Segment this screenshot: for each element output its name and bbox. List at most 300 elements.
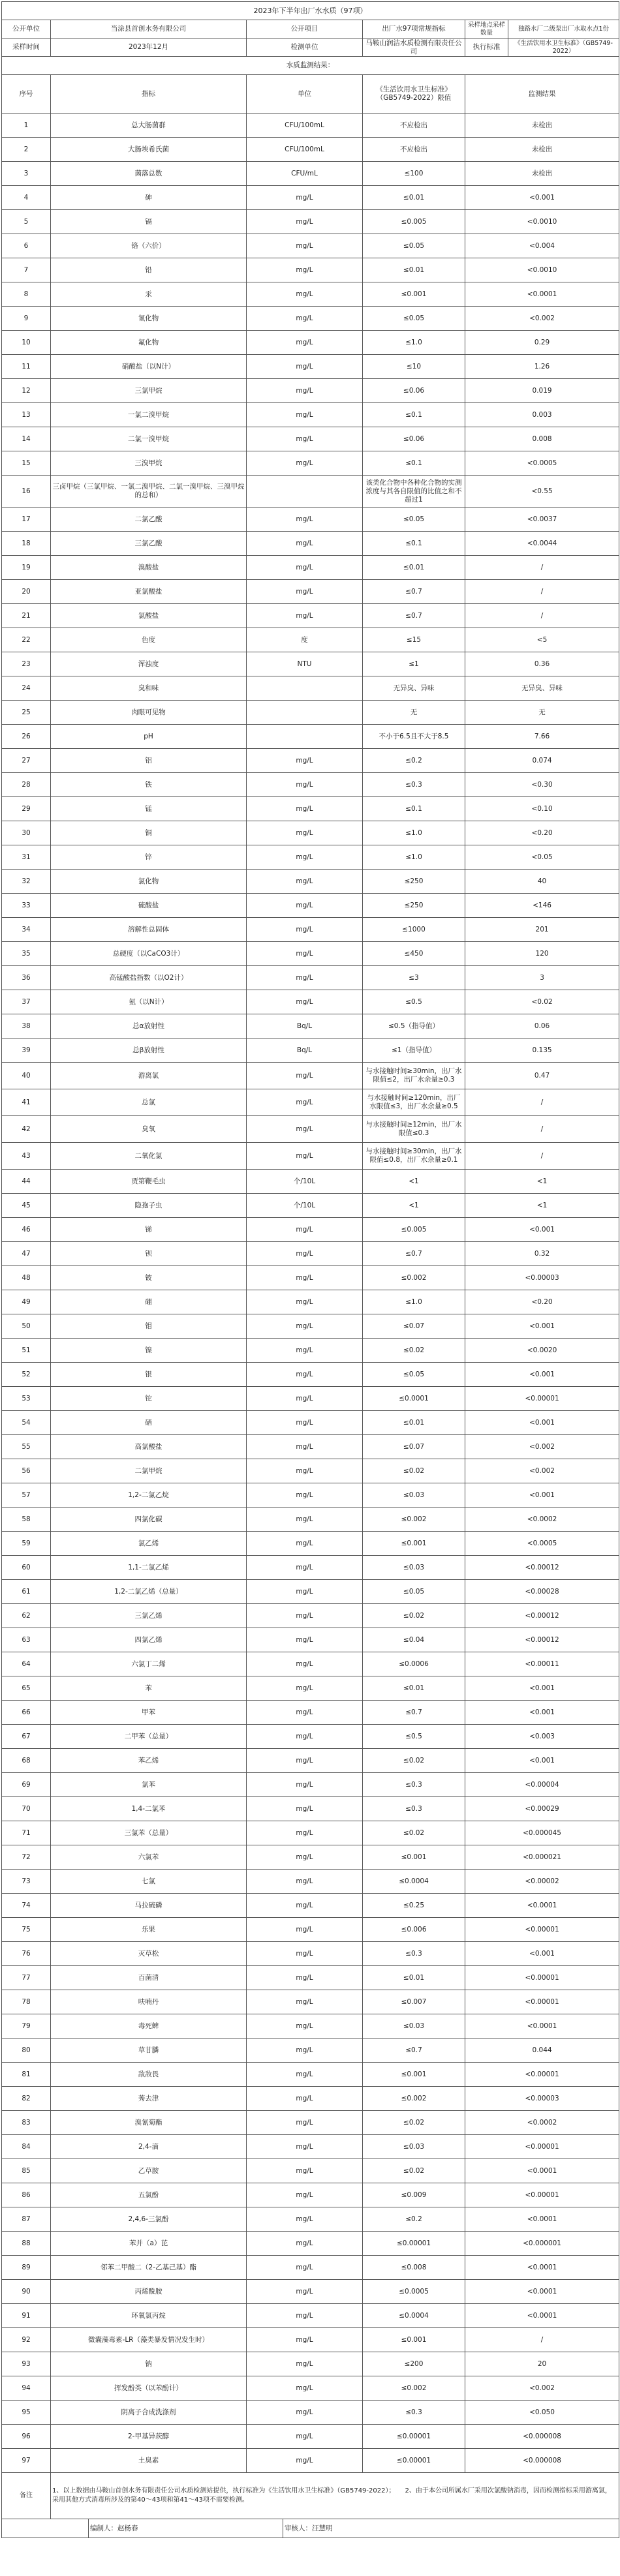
row-result: 0.003 <box>465 403 619 427</box>
row-result: <0.0044 <box>465 532 619 556</box>
row-result: 0.29 <box>465 331 619 355</box>
row-no: 33 <box>2 894 51 918</box>
row-limit: ≤0.5 <box>363 990 465 1014</box>
row-result: <0.0002 <box>465 2111 619 2135</box>
table-row <box>2 2038 619 2063</box>
signoff-reviewer <box>283 2519 619 2538</box>
row-result: <0.00001 <box>465 1387 619 1411</box>
unit-value: 当涂县首创水务有限公司 <box>51 20 247 38</box>
row-item: 三氯乙烯 <box>51 1604 247 1628</box>
row-no: 64 <box>2 1652 51 1676</box>
row-no: 14 <box>2 427 51 451</box>
row-item: 硒 <box>51 1411 247 1435</box>
time-label: 采样时间 <box>2 38 51 57</box>
row-limit: ≤0.7 <box>363 1701 465 1725</box>
row-unit: mg/L <box>247 1918 363 1942</box>
row-no: 58 <box>2 1508 51 1532</box>
row-item: 臭氧 <box>51 1116 247 1143</box>
row-limit: ≤0.01 <box>363 186 465 210</box>
table-row <box>2 1170 619 1194</box>
row-item: 环氧氯丙烷 <box>51 2304 247 2328</box>
row-unit: mg/L <box>247 2280 363 2304</box>
row-result: <0.000021 <box>465 1845 619 1870</box>
row-no: 90 <box>2 2280 51 2304</box>
row-no: 9 <box>2 307 51 331</box>
row-result: <0.001 <box>465 186 619 210</box>
row-unit: CFU/100mL <box>247 114 363 138</box>
table-row <box>2 2449 619 2473</box>
row-result: 20 <box>465 2352 619 2376</box>
table-row <box>2 1116 619 1143</box>
row-result: <0.20 <box>465 1290 619 1314</box>
row-limit: ≤0.5（指导值） <box>363 1014 465 1038</box>
row-unit: mg/L <box>247 2232 363 2256</box>
row-result: <0.050 <box>465 2401 619 2425</box>
row-unit: mg/L <box>247 1701 363 1725</box>
table-row <box>2 258 619 282</box>
row-result: 0.06 <box>465 1014 619 1038</box>
table-row <box>2 331 619 355</box>
table-row <box>2 1411 619 1435</box>
row-unit: mg/L <box>247 1990 363 2014</box>
table-row <box>2 138 619 162</box>
results-body <box>2 114 619 2473</box>
row-item: 锑 <box>51 1218 247 1242</box>
table-row <box>2 1143 619 1170</box>
row-item: 铜 <box>51 821 247 845</box>
table-row <box>2 234 619 258</box>
row-result: <0.00001 <box>465 2135 619 2159</box>
row-item: 氯酸盐 <box>51 604 247 628</box>
row-unit: mg/L <box>247 1725 363 1749</box>
row-item: 苯 <box>51 1676 247 1701</box>
row-item: 镉 <box>51 210 247 234</box>
row-result: <0.30 <box>465 773 619 797</box>
table-row <box>2 210 619 234</box>
row-unit: mg/L <box>247 1652 363 1676</box>
row-unit: mg/L <box>247 1845 363 1870</box>
row-unit: mg/L <box>247 2401 363 2425</box>
row-item: 铝 <box>51 749 247 773</box>
remarks-label: 备注 <box>2 2473 51 2519</box>
row-item: 氯化物 <box>51 870 247 894</box>
row-unit: mg/L <box>247 1143 363 1170</box>
signoff-spacer <box>2 2519 89 2538</box>
row-limit: ≤0.02 <box>363 2111 465 2135</box>
row-no: 87 <box>2 2207 51 2232</box>
row-item: 微囊藻毒素-LR（藻类暴发情况发生时） <box>51 2328 247 2352</box>
row-item: 二氧化氯 <box>51 1143 247 1170</box>
row-no: 51 <box>2 1339 51 1363</box>
table-row <box>2 2135 619 2159</box>
row-no: 61 <box>2 1580 51 1604</box>
table-row <box>2 307 619 331</box>
row-result: <0.00028 <box>465 1580 619 1604</box>
row-result: <0.00012 <box>465 1604 619 1628</box>
row-limit: ≤0.007 <box>363 1990 465 2014</box>
row-limit: <1 <box>363 1194 465 1218</box>
row-no: 95 <box>2 2401 51 2425</box>
row-no: 39 <box>2 1038 51 1063</box>
row-unit: mg/L <box>247 1821 363 1845</box>
row-unit: mg/L <box>247 2425 363 2449</box>
row-limit: ≤250 <box>363 870 465 894</box>
results-subheader: 水质监测结果： <box>2 57 619 75</box>
row-limit: ≤0.0004 <box>363 1870 465 1894</box>
row-limit: ≤0.001 <box>363 1845 465 1870</box>
row-item: 二氯乙酸 <box>51 508 247 532</box>
std-value: 《生活饮用水卫生标准》（GB5749-2022） <box>508 38 619 57</box>
row-unit <box>247 725 363 749</box>
row-limit: ≤0.1 <box>363 451 465 476</box>
row-no: 54 <box>2 1411 51 1435</box>
row-result: <0.0001 <box>465 282 619 307</box>
row-no: 91 <box>2 2304 51 2328</box>
row-limit: ≤0.02 <box>363 2159 465 2183</box>
row-no: 34 <box>2 918 51 942</box>
row-limit: ≤0.01 <box>363 1411 465 1435</box>
row-result: / <box>465 580 619 604</box>
row-result: <0.001 <box>465 1218 619 1242</box>
row-item: 苯并（a）芘 <box>51 2232 247 2256</box>
row-result: <0.00001 <box>465 2183 619 2207</box>
row-no: 36 <box>2 966 51 990</box>
water-quality-report <box>1 1 619 2538</box>
row-limit: ≤0.07 <box>363 1435 465 1459</box>
row-no: 72 <box>2 1845 51 1870</box>
row-unit: mg/L <box>247 379 363 403</box>
row-result: <0.10 <box>465 797 619 821</box>
row-no: 7 <box>2 258 51 282</box>
row-unit: mg/L <box>247 1363 363 1387</box>
table-row <box>2 532 619 556</box>
row-no: 28 <box>2 773 51 797</box>
row-result: <146 <box>465 894 619 918</box>
table-row <box>2 1194 619 1218</box>
row-unit: mg/L <box>247 1218 363 1242</box>
row-limit: ≤0.009 <box>363 2183 465 2207</box>
row-limit: 该类化合物中各种化合物的实测浓度与其各自限值的比值之和不超过1 <box>363 476 465 508</box>
row-no: 57 <box>2 1483 51 1508</box>
row-item: 挥发酚类（以苯酚计） <box>51 2376 247 2401</box>
row-limit: ≤0.01 <box>363 556 465 580</box>
row-result: <0.002 <box>465 1435 619 1459</box>
row-result: 40 <box>465 870 619 894</box>
row-result: 7.66 <box>465 725 619 749</box>
row-limit: ≤15 <box>363 628 465 652</box>
row-item: 钠 <box>51 2352 247 2376</box>
row-item: 草甘膦 <box>51 2038 247 2063</box>
row-limit: ≤0.3 <box>363 773 465 797</box>
sample-value: 独路水厂二级泵出厂水取水点1份 <box>508 20 619 38</box>
row-no: 42 <box>2 1116 51 1143</box>
row-no: 84 <box>2 2135 51 2159</box>
row-item: 1,2-二氯乙烯（总量） <box>51 1580 247 1604</box>
row-result: <0.000001 <box>465 2232 619 2256</box>
row-limit: ≤0.7 <box>363 1242 465 1266</box>
row-unit: mg/L <box>247 1387 363 1411</box>
row-item: 氟化物 <box>51 331 247 355</box>
row-no: 4 <box>2 186 51 210</box>
row-item: 四氯化碳 <box>51 1508 247 1532</box>
row-result: <0.00012 <box>465 1628 619 1652</box>
table-row <box>2 379 619 403</box>
row-limit: ≤1.0 <box>363 1290 465 1314</box>
row-unit: mg/L <box>247 2063 363 2087</box>
row-item: 铬（六价） <box>51 234 247 258</box>
row-item: 钼 <box>51 1314 247 1339</box>
row-no: 60 <box>2 1556 51 1580</box>
project-label: 公开项目 <box>247 20 363 38</box>
row-limit: ≤0.05 <box>363 307 465 331</box>
row-unit: mg/L <box>247 1797 363 1821</box>
row-no: 94 <box>2 2376 51 2401</box>
row-limit: ≤1.0 <box>363 845 465 870</box>
row-no: 77 <box>2 1966 51 1990</box>
col-result: 监测结果 <box>465 75 619 114</box>
row-no: 47 <box>2 1242 51 1266</box>
row-item: 硫酸盐 <box>51 894 247 918</box>
row-item: 镍 <box>51 1339 247 1363</box>
row-item: pH <box>51 725 247 749</box>
table-row <box>2 1942 619 1966</box>
row-unit <box>247 476 363 508</box>
row-unit: mg/L <box>247 1063 363 1089</box>
row-item: 总α放射性 <box>51 1014 247 1038</box>
row-no: 46 <box>2 1218 51 1242</box>
row-no: 24 <box>2 676 51 701</box>
row-unit: mg/L <box>247 821 363 845</box>
report-table <box>1 1 619 2538</box>
row-unit: mg/L <box>247 258 363 282</box>
table-row <box>2 1483 619 1508</box>
row-no: 10 <box>2 331 51 355</box>
row-item: 亚氯酸盐 <box>51 580 247 604</box>
row-no: 89 <box>2 2256 51 2280</box>
row-no: 81 <box>2 2063 51 2087</box>
row-item: 菌落总数 <box>51 162 247 186</box>
row-no: 44 <box>2 1170 51 1194</box>
row-no: 70 <box>2 1797 51 1821</box>
row-no: 62 <box>2 1604 51 1628</box>
row-unit: NTU <box>247 652 363 676</box>
row-result: <0.0020 <box>465 1339 619 1363</box>
row-item: 呋喃丹 <box>51 1990 247 2014</box>
row-no: 5 <box>2 210 51 234</box>
row-limit: ≤0.1 <box>363 532 465 556</box>
row-item: 银 <box>51 1363 247 1387</box>
row-no: 32 <box>2 870 51 894</box>
table-row <box>2 2304 619 2328</box>
row-unit: mg/L <box>247 1894 363 1918</box>
row-limit: ≤0.03 <box>363 1556 465 1580</box>
row-limit: ≤0.3 <box>363 1797 465 1821</box>
row-result: <0.003 <box>465 1725 619 1749</box>
row-limit: ≤1（指导值） <box>363 1038 465 1063</box>
row-unit: mg/L <box>247 2256 363 2280</box>
row-unit: mg/L <box>247 2014 363 2038</box>
row-result: <0.00003 <box>465 1266 619 1290</box>
row-result: <0.004 <box>465 234 619 258</box>
row-item: 肉眼可见物 <box>51 701 247 725</box>
sample-label: 采样地点采样数量 <box>465 20 508 38</box>
table-row <box>2 556 619 580</box>
table-row <box>2 1266 619 1290</box>
table-row <box>2 1990 619 2014</box>
row-no: 45 <box>2 1194 51 1218</box>
row-item: 三溴甲烷 <box>51 451 247 476</box>
row-item: 土臭素 <box>51 2449 247 2473</box>
row-unit: mg/L <box>247 403 363 427</box>
row-unit: mg/L <box>247 894 363 918</box>
row-unit: mg/L <box>247 2376 363 2401</box>
row-limit: ≤0.05 <box>363 508 465 532</box>
row-no: 50 <box>2 1314 51 1339</box>
row-no: 3 <box>2 162 51 186</box>
table-row <box>2 1242 619 1266</box>
row-limit: ≤0.2 <box>363 2207 465 2232</box>
table-row <box>2 1089 619 1116</box>
row-unit: mg/L <box>247 942 363 966</box>
table-row <box>2 186 619 210</box>
row-unit: mg/L <box>247 918 363 942</box>
table-row <box>2 2425 619 2449</box>
row-unit: mg/L <box>247 1508 363 1532</box>
table-row <box>2 1290 619 1314</box>
row-limit: ≤0.0001 <box>363 1387 465 1411</box>
row-result: <0.0001 <box>465 2280 619 2304</box>
row-item: 氰化物 <box>51 307 247 331</box>
table-row <box>2 1508 619 1532</box>
row-result: 无异臭、异味 <box>465 676 619 701</box>
row-result: <0.000045 <box>465 1821 619 1845</box>
row-no: 67 <box>2 1725 51 1749</box>
row-unit: mg/L <box>247 2159 363 2183</box>
row-no: 49 <box>2 1290 51 1314</box>
row-result: 120 <box>465 942 619 966</box>
row-limit: ≤0.05 <box>363 234 465 258</box>
row-item: 二甲苯（总量） <box>51 1725 247 1749</box>
row-unit: mg/L <box>247 234 363 258</box>
table-row <box>2 701 619 725</box>
row-result: <0.00011 <box>465 1652 619 1676</box>
row-unit: mg/L <box>247 1604 363 1628</box>
row-item: 乐果 <box>51 1918 247 1942</box>
row-no: 66 <box>2 1701 51 1725</box>
row-result: / <box>465 604 619 628</box>
row-no: 76 <box>2 1942 51 1966</box>
row-result: <0.00003 <box>465 2087 619 2111</box>
table-row <box>2 508 619 532</box>
row-result: <1 <box>465 1170 619 1194</box>
table-row <box>2 1532 619 1556</box>
row-limit: ≤450 <box>363 942 465 966</box>
row-result: <0.0002 <box>465 1508 619 1532</box>
row-unit: mg/L <box>247 870 363 894</box>
row-limit: 不应检出 <box>363 114 465 138</box>
row-no: 27 <box>2 749 51 773</box>
row-item: 七氯 <box>51 1870 247 1894</box>
row-item: 色度 <box>51 628 247 652</box>
row-item: 甲苯 <box>51 1701 247 1725</box>
row-result: <0.20 <box>465 821 619 845</box>
table-row <box>2 1363 619 1387</box>
col-item: 指标 <box>51 75 247 114</box>
row-limit: ≤0.002 <box>363 2376 465 2401</box>
row-limit: ≤1.0 <box>363 821 465 845</box>
row-no: 82 <box>2 2087 51 2111</box>
table-row <box>2 1725 619 1749</box>
table-row <box>2 652 619 676</box>
row-result: 0.36 <box>465 652 619 676</box>
row-result: <0.02 <box>465 990 619 1014</box>
row-item: 丙烯酰胺 <box>51 2280 247 2304</box>
row-item: 铍 <box>51 1266 247 1290</box>
table-row <box>2 894 619 918</box>
table-row <box>2 1894 619 1918</box>
row-unit: mg/L <box>247 451 363 476</box>
row-limit: ≤0.2 <box>363 749 465 773</box>
table-row <box>2 1676 619 1701</box>
row-item: 锌 <box>51 845 247 870</box>
row-limit: ≤100 <box>363 162 465 186</box>
table-row <box>2 282 619 307</box>
row-result: 0.019 <box>465 379 619 403</box>
row-item: 总氯 <box>51 1089 247 1116</box>
row-unit: mg/L <box>247 2328 363 2352</box>
row-result: 无 <box>465 701 619 725</box>
row-unit: CFU/mL <box>247 162 363 186</box>
row-item: 溶解性总固体 <box>51 918 247 942</box>
row-item: 莠去津 <box>51 2087 247 2111</box>
row-item: 1,4-二氯苯 <box>51 1797 247 1821</box>
row-item: 铅 <box>51 258 247 282</box>
row-item: 铁 <box>51 773 247 797</box>
row-unit: mg/L <box>247 749 363 773</box>
row-result: <0.0010 <box>465 258 619 282</box>
row-no: 38 <box>2 1014 51 1038</box>
row-item: 五氯酚 <box>51 2183 247 2207</box>
row-unit: mg/L <box>247 2449 363 2473</box>
report-title: 2023年下半年出厂水水质（97项） <box>2 2 619 20</box>
row-limit: ≤0.01 <box>363 1676 465 1701</box>
row-unit: mg/L <box>247 355 363 379</box>
row-item: 硼 <box>51 1290 247 1314</box>
row-limit: ≤0.005 <box>363 210 465 234</box>
row-limit: ≤0.3 <box>363 1942 465 1966</box>
row-limit: 不小于6.5且不大于8.5 <box>363 725 465 749</box>
row-unit: mg/L <box>247 1089 363 1116</box>
row-result: <0.0037 <box>465 508 619 532</box>
row-item: 2,4-滴 <box>51 2135 247 2159</box>
org-label: 检测单位 <box>247 38 363 57</box>
row-no: 92 <box>2 2328 51 2352</box>
row-limit: ≤0.7 <box>363 580 465 604</box>
row-result: 0.074 <box>465 749 619 773</box>
row-item: 敌敌畏 <box>51 2063 247 2087</box>
row-no: 25 <box>2 701 51 725</box>
table-row <box>2 942 619 966</box>
row-limit: ≤1000 <box>363 918 465 942</box>
row-no: 2 <box>2 138 51 162</box>
row-no: 40 <box>2 1063 51 1089</box>
row-result: <0.00002 <box>465 1870 619 1894</box>
row-no: 43 <box>2 1143 51 1170</box>
row-no: 35 <box>2 942 51 966</box>
row-unit: mg/L <box>247 1942 363 1966</box>
row-unit: mg/L <box>247 331 363 355</box>
row-limit: ≤0.005 <box>363 1218 465 1242</box>
